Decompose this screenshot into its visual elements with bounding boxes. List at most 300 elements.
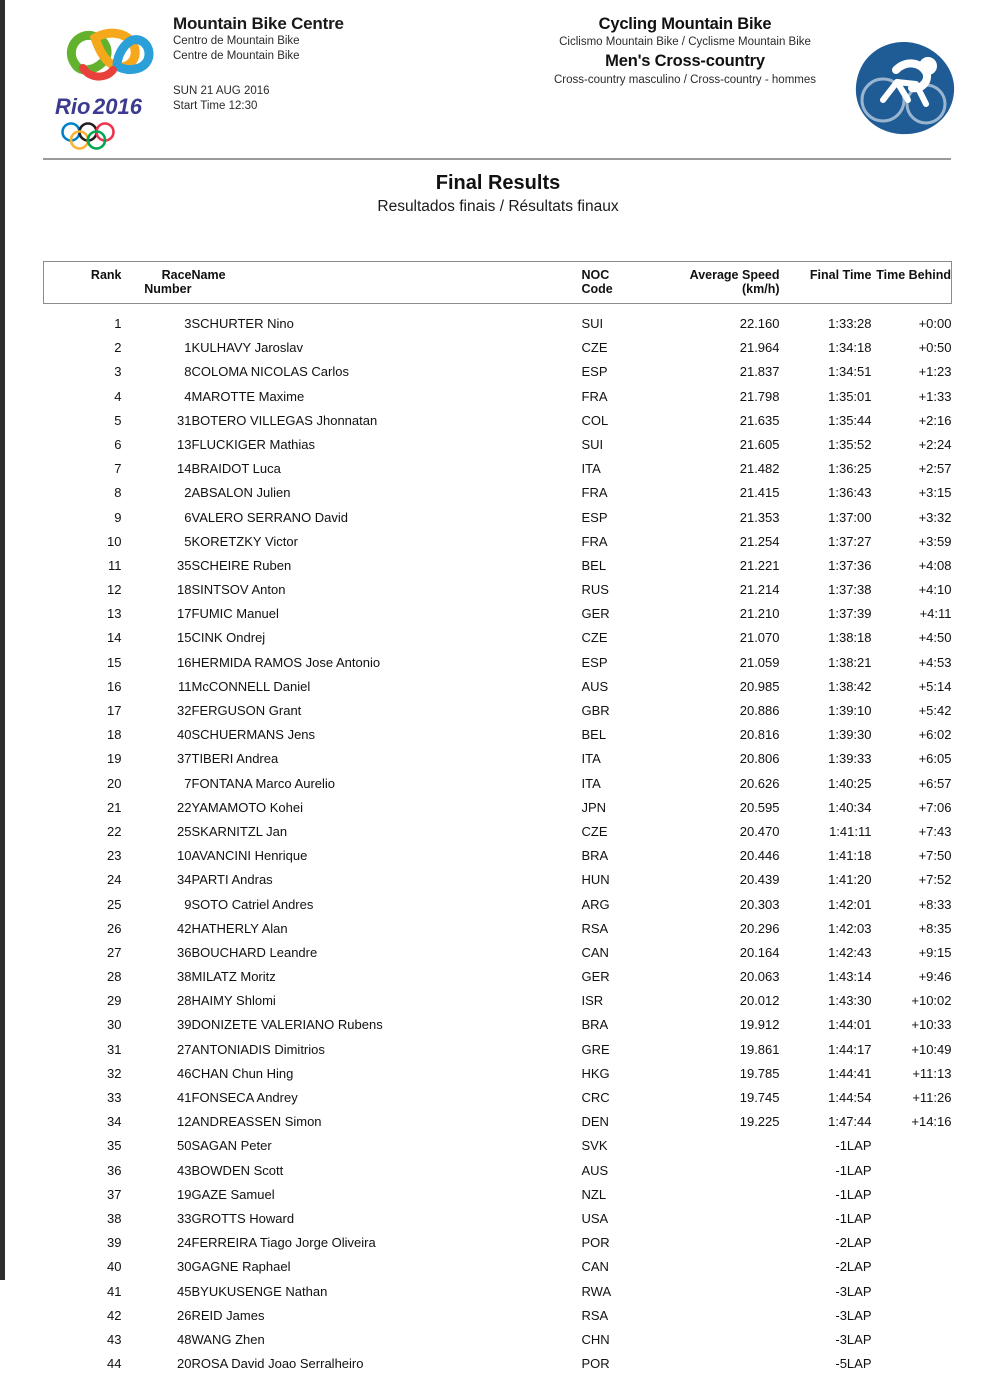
cell-name: TIBERI Andrea [191, 751, 279, 767]
cell-noc-code: AUS [581, 1162, 609, 1178]
cell-race-number: 11 [178, 678, 192, 694]
cell-final-time: -1LAP [835, 1138, 872, 1154]
cell-average-speed: 20.439 [739, 872, 780, 888]
cell-rank: 40 [107, 1259, 122, 1275]
cell-name: KULHAVY Jaroslav [191, 340, 304, 356]
table-row [44, 553, 952, 577]
table-row [44, 650, 952, 674]
cell-final-time: 1:35:01 [828, 388, 872, 404]
cell-name: ABSALON Julien [191, 485, 291, 501]
cell-race-number: 43 [177, 1162, 192, 1178]
cell-name: GAGNE Raphael [191, 1259, 291, 1275]
cell-noc-code: HUN [581, 872, 610, 888]
cell-race-number: 46 [177, 1065, 192, 1081]
cell-time-behind: +11:13 [912, 1065, 952, 1081]
cell-name: FONSECA Andrey [191, 1090, 298, 1105]
cell-average-speed: 19.912 [739, 1017, 780, 1033]
cell-noc-code: BRA [581, 848, 609, 864]
cell-name: HAIMY Shlomi [191, 993, 276, 1009]
cell-name: CINK Ondrej [191, 630, 266, 646]
cell-rank: 13 [107, 606, 122, 622]
cell-noc-code: CZE [581, 340, 608, 356]
cell-race-number: 20 [177, 1356, 192, 1372]
cell-average-speed: 21.353 [739, 509, 780, 525]
table-row [44, 989, 952, 1013]
rio2016-branding [55, 24, 163, 150]
cell-final-time: -3LAP [835, 1307, 872, 1323]
cell-final-time: 1:37:27 [828, 533, 872, 549]
cell-race-number: 34 [177, 872, 192, 888]
session-block [173, 84, 270, 114]
cell-time-behind [872, 1255, 952, 1279]
column-header-average-speed: Average Speed (km/h) [668, 262, 780, 304]
cell-race-number: 17 [177, 606, 192, 622]
column-header-final-time: Final Time [780, 262, 872, 304]
results-table-body [44, 304, 952, 1376]
cell-final-time: 1:43:30 [828, 993, 872, 1009]
cell-race-number: 36 [177, 944, 192, 960]
table-row [44, 1231, 952, 1255]
cell-race-number: 16 [177, 654, 192, 670]
table-row [44, 1182, 952, 1206]
cell-final-time: -3LAP [835, 1331, 872, 1347]
cell-average-speed: 20.816 [739, 727, 780, 743]
cell-time-behind: +7:06 [918, 799, 952, 815]
cell-noc-code: SUI [581, 316, 604, 331]
cell-noc-code: GER [581, 606, 610, 622]
cell-average-speed: 21.798 [739, 388, 780, 404]
cell-rank: 27 [107, 944, 122, 960]
cell-noc-code: GER [581, 969, 610, 985]
cell-name: KORETZKY Victor [191, 533, 298, 549]
cell-rank: 16 [107, 678, 122, 694]
cell-final-time: -2LAP [835, 1235, 872, 1251]
cell-rank: 32 [107, 1065, 122, 1081]
cell-final-time: 1:41:11 [829, 823, 872, 839]
cell-noc-code: BEL [581, 727, 607, 743]
cell-race-number: 35 [177, 557, 192, 573]
cell-average-speed: 19.745 [739, 1090, 780, 1105]
cell-time-behind [872, 1279, 952, 1303]
cell-average-speed: 21.254 [739, 533, 780, 549]
cell-name: PARTI Andras [191, 872, 273, 888]
cell-average-speed: 21.059 [739, 654, 780, 670]
cell-average-speed: 21.210 [739, 606, 780, 622]
table-row [44, 771, 952, 795]
cell-race-number: 8 [184, 364, 192, 380]
cell-rank: 42 [107, 1307, 122, 1323]
table-row [44, 384, 952, 408]
cell-rank: 34 [107, 1114, 122, 1130]
page-title-block [5, 170, 991, 218]
cell-rank: 24 [107, 872, 122, 888]
cell-average-speed: 21.837 [739, 364, 780, 380]
cell-race-number: 18 [177, 582, 192, 598]
rio2016-logo-icon [55, 24, 161, 92]
cell-average-speed: 21.482 [739, 461, 780, 477]
cell-final-time: 1:37:38 [828, 582, 872, 598]
cell-noc-code: ESP [581, 654, 608, 670]
cell-time-behind: +6:05 [918, 751, 952, 767]
cell-race-number: 42 [177, 920, 192, 936]
table-row [44, 457, 952, 481]
table-row [44, 1013, 952, 1037]
cell-final-time: 1:35:52 [828, 436, 872, 452]
table-row [44, 1134, 952, 1158]
cell-rank: 39 [107, 1235, 122, 1251]
cell-race-number: 3 [184, 316, 192, 331]
cell-race-number: 4 [184, 388, 192, 404]
cell-rank: 18 [107, 727, 122, 743]
cell-noc-code: FRA [581, 485, 608, 501]
cell-average-speed: 20.985 [739, 678, 780, 694]
table-row [44, 1110, 952, 1134]
cell-name: GROTTS Howard [191, 1210, 295, 1226]
cell-noc-code: CRC [581, 1090, 610, 1105]
cell-rank: 43 [107, 1331, 122, 1347]
table-row [44, 505, 952, 529]
cell-time-behind: +5:42 [918, 703, 952, 718]
cell-final-time: 1:36:25 [828, 461, 872, 477]
cell-race-number: 31 [177, 412, 192, 428]
cell-race-number: 28 [177, 993, 192, 1009]
column-header-race-number: Race Number [122, 262, 192, 304]
cell-noc-code: CAN [581, 944, 609, 960]
cell-name: CHAN Chun Hing [191, 1065, 294, 1081]
cell-final-time: -3LAP [835, 1283, 872, 1299]
cell-race-number: 27 [177, 1041, 192, 1057]
cell-race-number: 50 [177, 1138, 192, 1154]
cell-average-speed: 20.595 [739, 799, 780, 815]
cell-name: MILATZ Moritz [191, 969, 276, 985]
cell-final-time: 1:38:42 [828, 678, 872, 694]
table-row [44, 747, 952, 771]
cell-name: ROSA David Joao Serralheiro [191, 1356, 364, 1372]
cell-rank: 26 [107, 920, 122, 936]
cell-race-number: 39 [177, 1017, 192, 1033]
cell-race-number: 13 [177, 436, 192, 452]
cell-average-speed: 20.886 [739, 703, 780, 718]
cell-name: SAGAN Peter [191, 1138, 272, 1154]
column-header-rank: Rank [44, 262, 122, 304]
cell-race-number: 24 [177, 1235, 192, 1251]
cell-name: SCHEIRE Ruben [191, 557, 292, 573]
cell-name: BOUCHARD Leandre [191, 944, 318, 960]
cell-noc-code: ITA [581, 775, 601, 791]
cell-noc-code: ITA [581, 751, 601, 767]
cell-noc-code: POR [581, 1235, 610, 1251]
cell-time-behind [872, 1231, 952, 1255]
cell-average-speed [668, 1134, 780, 1158]
cell-final-time: 1:33:28 [828, 316, 872, 331]
cell-time-behind: +1:33 [918, 388, 952, 404]
cell-final-time: -1LAP [835, 1210, 872, 1226]
sport-name-localized: Ciclismo Mountain Bike / Cyclisme Mountain Bike [559, 36, 811, 48]
cell-rank: 31 [107, 1041, 122, 1057]
cell-final-time: 1:41:20 [828, 872, 872, 888]
cell-final-time: 1:47:44 [828, 1114, 872, 1130]
cell-rank: 23 [107, 848, 122, 864]
table-row [44, 304, 952, 336]
cell-rank: 25 [107, 896, 122, 912]
cell-rank: 21 [107, 799, 122, 815]
cell-rank: 28 [107, 969, 122, 985]
cell-rank: 15 [107, 654, 122, 670]
cell-noc-code: BEL [581, 557, 607, 573]
cell-final-time: -1LAP [835, 1186, 872, 1202]
sport-event-block [525, 14, 845, 88]
cell-noc-code: CZE [581, 630, 608, 646]
cell-rank: 30 [107, 1017, 122, 1033]
cell-name: FONTANA Marco Aurelio [191, 775, 336, 791]
cell-average-speed: 20.806 [739, 751, 780, 767]
cell-name: SOTO Catriel Andres [191, 896, 314, 912]
cell-time-behind: +9:46 [918, 969, 952, 985]
venue-name-pt: Centro de Mountain Bike [173, 35, 300, 47]
cell-final-time: 1:42:03 [828, 920, 872, 936]
cell-time-behind: +10:33 [911, 1017, 952, 1033]
cell-final-time: 1:44:41 [828, 1065, 872, 1081]
cell-rank: 1 [114, 316, 122, 331]
cell-average-speed: 20.063 [739, 969, 780, 985]
table-row [44, 1279, 952, 1303]
cell-race-number: 40 [177, 727, 192, 743]
cell-race-number: 48 [177, 1331, 192, 1347]
table-row [44, 1037, 952, 1061]
cell-rank: 20 [107, 775, 122, 791]
cell-rank: 2 [114, 340, 122, 356]
cell-noc-code: ESP [581, 509, 608, 525]
cell-name: COLOMA NICOLAS Carlos [191, 364, 349, 380]
cell-time-behind: +6:02 [918, 727, 952, 743]
cell-name: HATHERLY Alan [191, 920, 288, 936]
cell-name: YAMAMOTO Kohei [191, 799, 303, 815]
cell-time-behind: +8:33 [918, 896, 952, 912]
svg-text:Rio: Rio [55, 94, 91, 119]
session-start-time: Start Time 12:30 [173, 100, 258, 112]
cell-time-behind: +9:15 [918, 944, 952, 960]
table-row [44, 819, 952, 843]
cell-time-behind: +1:23 [918, 364, 952, 380]
cell-time-behind [872, 1182, 952, 1206]
cell-rank: 35 [107, 1138, 122, 1154]
cell-time-behind: +4:53 [918, 654, 952, 670]
cell-noc-code: BRA [581, 1017, 609, 1033]
cell-average-speed: 20.012 [739, 993, 780, 1009]
cell-average-speed: 21.605 [739, 436, 780, 452]
cell-name: WANG Zhen [191, 1331, 265, 1347]
cell-noc-code: DEN [581, 1114, 609, 1130]
cell-average-speed: 19.861 [739, 1041, 780, 1057]
cell-average-speed: 19.785 [739, 1065, 780, 1081]
cell-rank: 38 [107, 1210, 122, 1226]
session-date: SUN 21 AUG 2016 [173, 85, 270, 97]
table-row [44, 1061, 952, 1085]
cycling-mountain-bike-pictogram [850, 38, 960, 138]
cell-race-number: 25 [177, 823, 192, 839]
table-row [44, 529, 952, 553]
cell-average-speed [668, 1255, 780, 1279]
cell-noc-code: JPN [581, 799, 607, 815]
page-subtitle: Resultados finais / Résultats finaux [377, 198, 619, 215]
header-divider [43, 158, 951, 160]
table-row [44, 408, 952, 432]
cell-final-time: 1:44:54 [828, 1090, 872, 1105]
results-table [43, 261, 952, 1376]
cell-noc-code: CZE [581, 823, 608, 839]
cell-average-speed: 20.296 [739, 920, 780, 936]
cell-race-number: 12 [177, 1114, 192, 1130]
cell-final-time: 1:38:21 [828, 654, 872, 670]
cell-noc-code: HKG [581, 1065, 610, 1081]
cell-name: SCHURTER Nino [191, 316, 294, 331]
cell-name: SCHUERMANS Jens [191, 727, 316, 743]
cell-final-time: 1:35:44 [828, 412, 872, 428]
cell-final-time: 1:37:39 [828, 606, 872, 622]
cell-race-number: 30 [177, 1259, 192, 1275]
cell-rank: 19 [107, 751, 122, 767]
cell-final-time: -2LAP [835, 1259, 872, 1275]
cell-race-number: 2 [184, 485, 192, 501]
cell-average-speed [668, 1182, 780, 1206]
cell-time-behind: +3:15 [918, 485, 952, 501]
cell-race-number: 9 [184, 896, 192, 912]
cell-noc-code: FRA [581, 388, 608, 404]
cell-rank: 36 [107, 1162, 122, 1178]
cell-race-number: 45 [177, 1283, 192, 1299]
column-header-time-behind: Time Behind [872, 262, 952, 304]
document-header [5, 0, 991, 158]
cell-name: SKARNITZL Jan [191, 823, 288, 839]
cell-average-speed: 21.635 [739, 412, 780, 428]
page-title: Final Results [435, 172, 561, 194]
cell-noc-code: GBR [581, 703, 610, 718]
table-row [44, 1158, 952, 1182]
cell-final-time: 1:39:10 [828, 703, 872, 718]
cell-race-number: 19 [177, 1186, 192, 1202]
table-row [44, 844, 952, 868]
cell-final-time: 1:41:18 [828, 848, 872, 864]
cell-time-behind: +4:10 [918, 582, 952, 598]
cell-noc-code: ARG [581, 896, 610, 912]
event-name-localized: Cross-country masculino / Cross-country - hommes [553, 74, 816, 86]
cell-average-speed: 21.415 [739, 485, 780, 501]
cell-rank: 22 [107, 823, 122, 839]
cell-time-behind [872, 1327, 952, 1351]
cell-noc-code: POR [581, 1356, 610, 1372]
cell-time-behind [872, 1134, 952, 1158]
cell-noc-code: ESP [581, 364, 608, 380]
cell-average-speed: 20.470 [739, 823, 780, 839]
cell-race-number: 7 [184, 775, 192, 791]
cell-time-behind [872, 1206, 952, 1230]
cell-name: BYUKUSENGE Nathan [191, 1283, 328, 1299]
cell-final-time: 1:40:25 [828, 775, 872, 791]
table-row [44, 1303, 952, 1327]
table-row [44, 1206, 952, 1230]
cell-name: FERREIRA Tiago Jorge Oliveira [191, 1235, 376, 1251]
table-row [44, 360, 952, 384]
table-row [44, 432, 952, 456]
cell-final-time: 1:39:30 [828, 727, 872, 743]
cell-time-behind: +4:50 [918, 630, 952, 646]
table-row [44, 481, 952, 505]
cell-race-number: 6 [184, 509, 192, 525]
cell-time-behind [872, 1351, 952, 1375]
cell-time-behind: +0:50 [918, 340, 952, 356]
cell-noc-code: CHN [581, 1331, 610, 1347]
table-row [44, 1327, 952, 1351]
cell-rank: 8 [114, 485, 122, 501]
cell-race-number: 14 [177, 461, 192, 477]
cell-final-time: 1:34:18 [828, 340, 872, 356]
cell-average-speed: 21.964 [739, 340, 780, 356]
cell-average-speed [668, 1303, 780, 1327]
cell-name: GAZE Samuel [191, 1186, 275, 1202]
table-row [44, 577, 952, 601]
cell-name: BOTERO VILLEGAS Jhonnatan [191, 412, 378, 428]
cell-name: ANDREASSEN Simon [191, 1114, 322, 1130]
table-row [44, 940, 952, 964]
table-row [44, 892, 952, 916]
table-row [44, 723, 952, 747]
table-row [44, 1255, 952, 1279]
cell-noc-code: USA [581, 1210, 609, 1226]
cell-average-speed: 20.626 [739, 775, 780, 791]
cell-average-speed [668, 1158, 780, 1182]
cell-name: ANTONIADIS Dimitrios [191, 1041, 325, 1057]
cell-rank: 12 [107, 582, 122, 598]
cell-noc-code: NZL [581, 1186, 607, 1202]
table-row [44, 1351, 952, 1375]
cell-final-time: 1:40:34 [828, 799, 872, 815]
cell-name: MAROTTE Maxime [191, 388, 305, 404]
table-row [44, 336, 952, 360]
column-header-noc-code: NOC Code [582, 262, 668, 304]
cell-rank: 4 [114, 388, 122, 404]
cell-final-time: 1:42:43 [828, 944, 872, 960]
cell-average-speed: 21.070 [739, 630, 780, 646]
cell-noc-code: RWA [581, 1283, 612, 1299]
cell-final-time: -5LAP [835, 1356, 872, 1372]
cell-rank: 5 [114, 412, 122, 428]
cell-final-time: 1:44:01 [828, 1017, 872, 1033]
cell-time-behind: +4:08 [918, 557, 952, 573]
cell-rank: 44 [107, 1356, 122, 1372]
cell-final-time: 1:36:43 [828, 485, 872, 501]
cell-race-number: 26 [177, 1307, 192, 1323]
cell-average-speed: 20.446 [739, 848, 780, 864]
cell-time-behind: +8:35 [918, 920, 952, 936]
cell-rank: 11 [108, 557, 122, 573]
cell-noc-code: RUS [581, 582, 609, 598]
cell-name: HERMIDA RAMOS Jose Antonio [191, 654, 381, 670]
cell-noc-code: CAN [581, 1259, 609, 1275]
results-table-container [43, 261, 951, 1376]
cell-time-behind: +3:59 [918, 533, 952, 549]
cell-race-number: 41 [177, 1090, 192, 1105]
table-row [44, 626, 952, 650]
cell-average-speed: 22.160 [739, 316, 780, 331]
cell-noc-code: RSA [581, 1307, 609, 1323]
cell-time-behind: +7:43 [918, 823, 952, 839]
olympic-rings-icon [59, 122, 143, 150]
cell-name: FLUCKIGER Mathias [191, 436, 316, 452]
cell-time-behind: +5:14 [918, 678, 952, 694]
cell-noc-code: ITA [581, 461, 601, 477]
cell-time-behind [872, 1303, 952, 1327]
cell-rank: 33 [107, 1090, 122, 1105]
